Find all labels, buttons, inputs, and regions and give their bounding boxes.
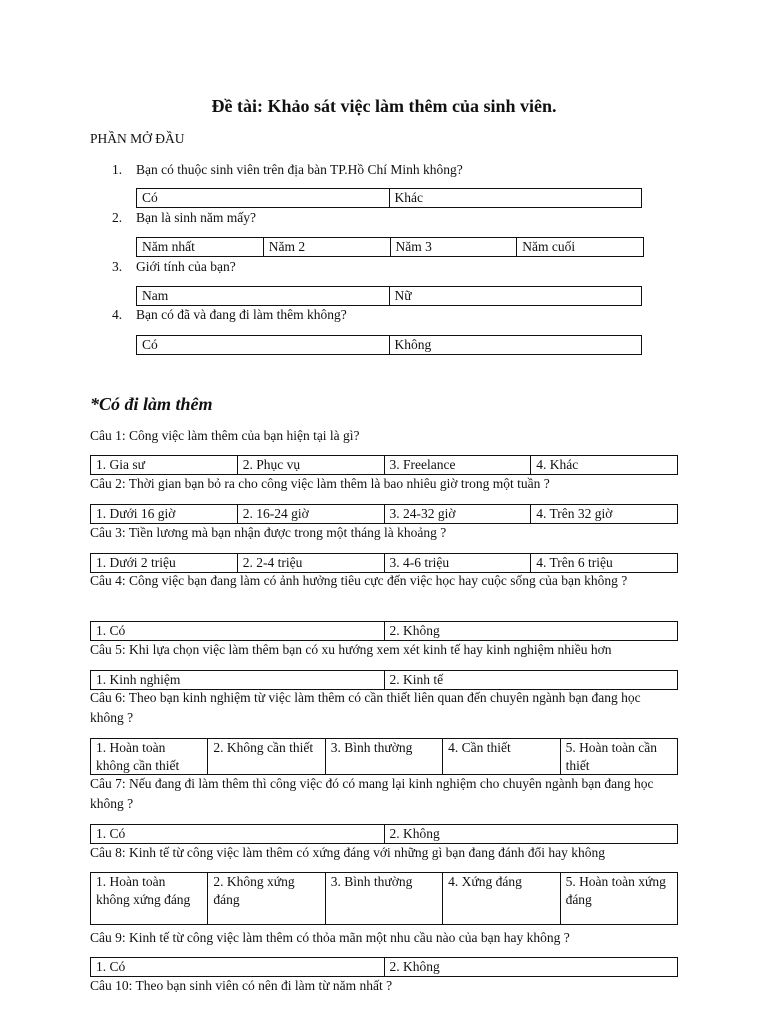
option-cell: 2. 2-4 triệu bbox=[237, 554, 384, 573]
option-cell: 1. Hoàn toàn không xứng đáng bbox=[91, 873, 208, 925]
option-cell: Khác bbox=[389, 189, 642, 208]
option-cell: 5. Hoàn toàn cần thiết bbox=[560, 739, 677, 775]
option-cell: 2. Kinh tế bbox=[384, 671, 678, 690]
option-cell: 3. Freelance bbox=[384, 456, 531, 475]
options-question-9 bbox=[90, 957, 678, 977]
option-cell: 4. Cần thiết bbox=[443, 739, 560, 775]
question-6: Câu 6: Theo bạn kinh nghiệm từ việc làm thêm có cần thiết liên quan đến chuyên ngành bạn đang học không ? bbox=[90, 690, 641, 725]
options-question-5 bbox=[90, 670, 678, 690]
intro-question-text: Giới tính của bạn? bbox=[136, 259, 236, 274]
options-question-4 bbox=[90, 621, 678, 641]
option-cell: Không bbox=[389, 336, 642, 355]
options-question-8 bbox=[90, 872, 678, 925]
question-3: Câu 3: Tiền lương mà bạn nhận được trong một tháng là khoảng ? bbox=[90, 525, 447, 540]
section-heading: *Có đi làm thêm bbox=[90, 394, 213, 414]
intro-question-number: 2. bbox=[112, 210, 123, 225]
intro-question-4 bbox=[112, 305, 347, 325]
intro-question-2 bbox=[112, 208, 256, 228]
question-2: Câu 2: Thời gian bạn bỏ ra cho công việc làm thêm là bao nhiêu giờ trong một tuần ? bbox=[90, 476, 550, 491]
intro-question-text: Bạn có thuộc sinh viên trên địa bàn TP.Hồ Chí Minh không? bbox=[136, 162, 463, 177]
intro-options-3 bbox=[136, 286, 642, 306]
intro-options-1 bbox=[136, 188, 642, 208]
options-question-1 bbox=[90, 455, 678, 475]
option-cell: Nam bbox=[137, 287, 390, 306]
options-question-2 bbox=[90, 504, 678, 524]
option-cell: 2. Phục vụ bbox=[237, 456, 384, 475]
option-cell: 4. Khác bbox=[531, 456, 678, 475]
option-cell: 4. Trên 32 giờ bbox=[531, 505, 678, 524]
question-4: Câu 4: Công việc bạn đang làm có ảnh hưởng tiêu cực đến việc học hay cuộc sống của bạn không ? bbox=[90, 573, 628, 588]
option-cell: 2. Không bbox=[384, 958, 678, 977]
option-cell: Có bbox=[137, 336, 390, 355]
intro-question-number: 1. bbox=[112, 162, 123, 177]
option-cell: 2. Không cần thiết bbox=[208, 739, 325, 775]
option-cell: 2. 16-24 giờ bbox=[237, 505, 384, 524]
option-cell: 2. Không xứng đáng bbox=[208, 873, 325, 925]
option-cell: 4. Trên 6 triệu bbox=[531, 554, 678, 573]
option-cell: Năm 3 bbox=[390, 238, 517, 257]
option-cell: 1. Dưới 16 giờ bbox=[91, 505, 238, 524]
question-1: Câu 1: Công việc làm thêm của bạn hiện tại là gì? bbox=[90, 428, 360, 443]
option-cell: 1. Có bbox=[91, 825, 385, 844]
options-question-3 bbox=[90, 553, 678, 573]
intro-question-1 bbox=[112, 160, 463, 180]
intro-options-4 bbox=[136, 335, 642, 355]
option-cell: Nữ bbox=[389, 287, 642, 306]
intro-heading: PHẦN MỞ ĐẦU bbox=[90, 131, 185, 146]
options-question-6 bbox=[90, 738, 678, 775]
option-cell: 3. Bình thường bbox=[325, 739, 442, 775]
option-cell: Năm 2 bbox=[263, 238, 390, 257]
intro-question-text: Bạn có đã và đang đi làm thêm không? bbox=[136, 307, 347, 322]
option-cell: Có bbox=[137, 189, 390, 208]
intro-question-text: Bạn là sinh năm mấy? bbox=[136, 210, 256, 225]
option-cell: 1. Dưới 2 triệu bbox=[91, 554, 238, 573]
option-cell: 1. Gia sư bbox=[91, 456, 238, 475]
document-title: Đề tài: Khảo sát việc làm thêm của sinh viên. bbox=[211, 96, 557, 116]
option-cell: 3. Bình thường bbox=[325, 873, 442, 925]
question-8: Câu 8: Kinh tế từ công việc làm thêm có xứng đáng với những gì bạn đang đánh đổi hay không bbox=[90, 845, 605, 860]
options-question-7 bbox=[90, 824, 678, 844]
option-cell: 1. Kinh nghiệm bbox=[91, 671, 385, 690]
question-10: Câu 10: Theo bạn sinh viên có nên đi làm từ năm nhất ? bbox=[90, 978, 393, 993]
option-cell: 4. Xứng đáng bbox=[443, 873, 560, 925]
intro-options-2 bbox=[136, 237, 644, 257]
question-5: Câu 5: Khi lựa chọn việc làm thêm bạn có xu hướng xem xét kinh tế hay kinh nghiệm nhiều hơn bbox=[90, 642, 612, 657]
option-cell: 2. Không bbox=[384, 825, 678, 844]
intro-question-3 bbox=[112, 257, 236, 277]
option-cell: 5. Hoàn toàn xứng đáng bbox=[560, 873, 677, 925]
option-cell: 1. Có bbox=[91, 958, 385, 977]
option-cell: 1. Có bbox=[91, 622, 385, 641]
intro-question-number: 3. bbox=[112, 259, 123, 274]
question-9: Câu 9: Kinh tế từ công việc làm thêm có thỏa mãn một nhu cầu nào của bạn hay không ? bbox=[90, 930, 570, 945]
option-cell: 3. 24-32 giờ bbox=[384, 505, 531, 524]
option-cell: Năm nhất bbox=[137, 238, 264, 257]
option-cell: 3. 4-6 triệu bbox=[384, 554, 531, 573]
option-cell: 2. Không bbox=[384, 622, 678, 641]
question-7: Câu 7: Nếu đang đi làm thêm thì công việc đó có mang lại kinh nghiệm cho chuyên ngành bạn đang học không ? bbox=[90, 776, 654, 811]
option-cell: Năm cuối bbox=[517, 238, 644, 257]
intro-question-number: 4. bbox=[112, 307, 123, 322]
option-cell: 1. Hoàn toàn không cần thiết bbox=[91, 739, 208, 775]
